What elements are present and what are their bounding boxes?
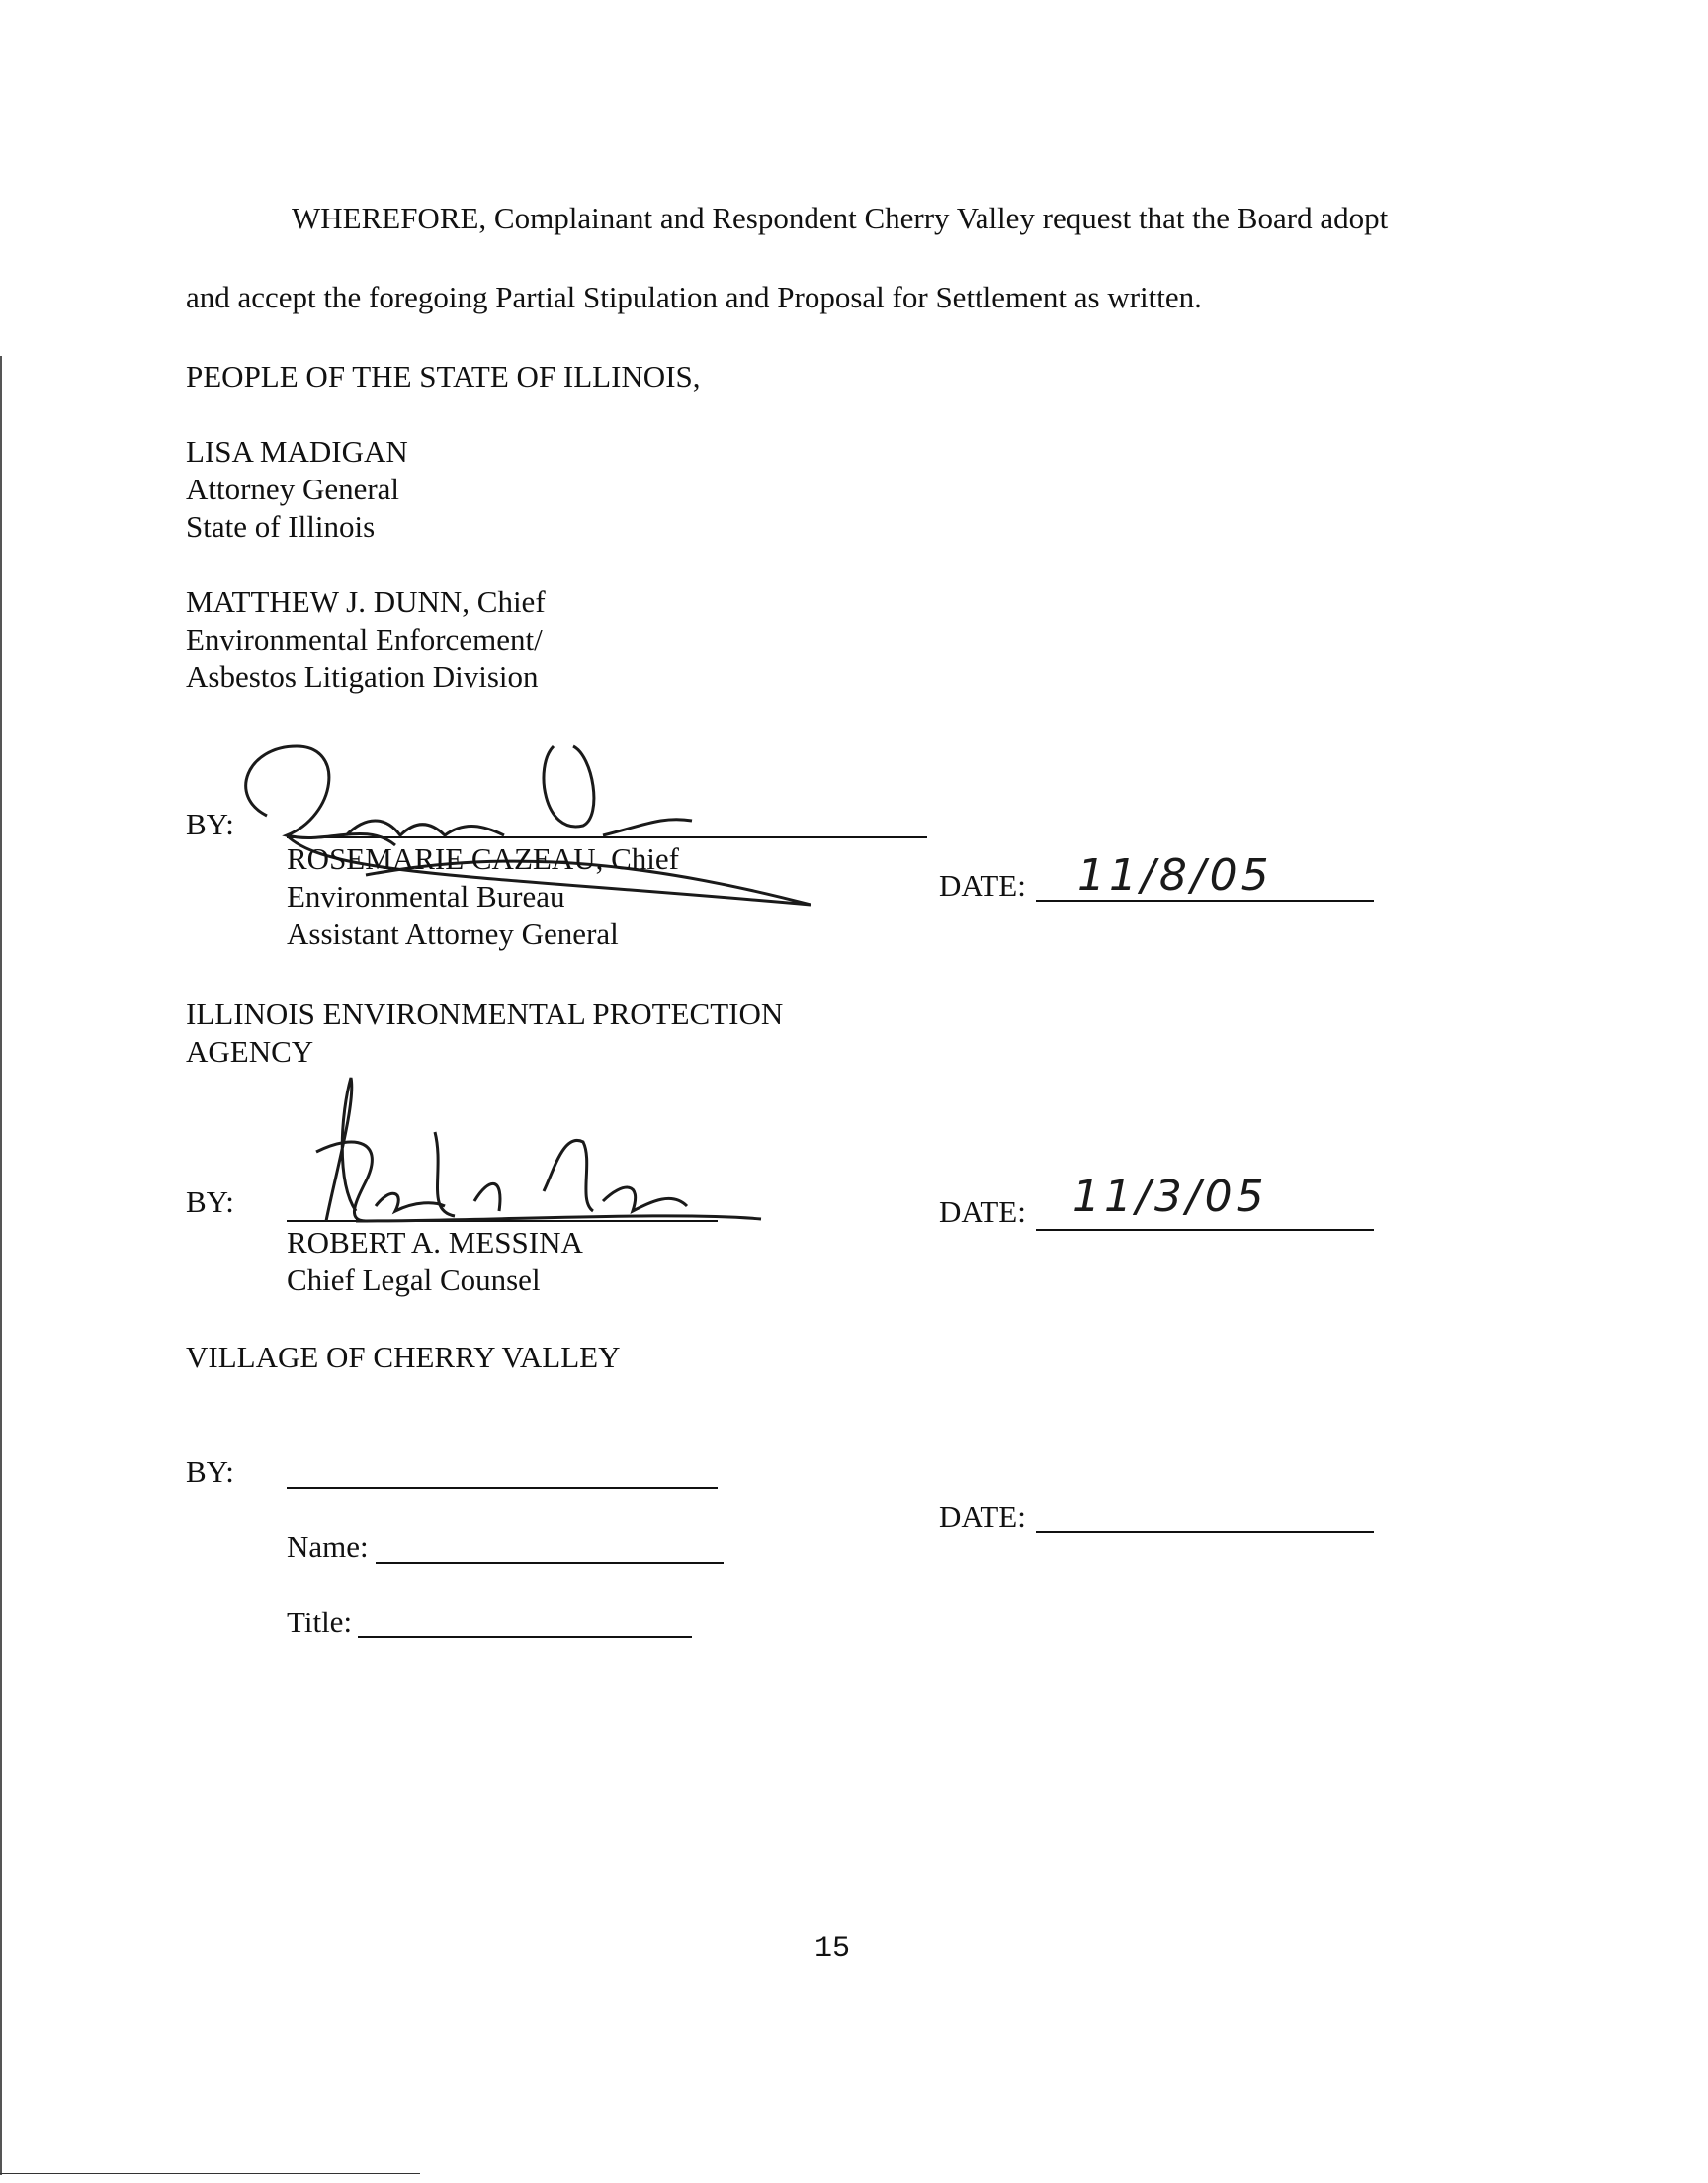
chief-division-line-2: Asbestos Litigation Division bbox=[186, 659, 539, 694]
date-label-village: DATE: bbox=[939, 1499, 1026, 1533]
village-heading: VILLAGE OF CHERRY VALLEY bbox=[186, 1340, 621, 1374]
attorney-general-block bbox=[186, 433, 408, 546]
date-label-iepa: DATE: bbox=[939, 1194, 1026, 1229]
people-heading: PEOPLE OF THE STATE OF ILLINOIS, bbox=[186, 359, 701, 393]
chief-division-line-1: Environmental Enforcement/ bbox=[186, 622, 543, 656]
signer-name-cazeau: ROSEMARIE CAZEAU, Chief bbox=[287, 841, 679, 876]
iepa-heading bbox=[186, 996, 783, 1071]
signer-title-messina: Chief Legal Counsel bbox=[287, 1263, 541, 1297]
date-value-iepa: 11/3/05 bbox=[1072, 1172, 1268, 1222]
by-label-iepa: BY: bbox=[186, 1184, 234, 1219]
ag-name: LISA MADIGAN bbox=[186, 434, 408, 469]
signer-name-messina: ROBERT A. MESSINA bbox=[287, 1225, 583, 1260]
date-line-village bbox=[1036, 1531, 1374, 1533]
signature-line-village bbox=[287, 1487, 718, 1489]
signer-title-cazeau: Assistant Attorney General bbox=[287, 917, 619, 951]
ag-state: State of Illinois bbox=[186, 509, 376, 544]
name-line-village bbox=[376, 1562, 724, 1564]
by-label-village: BY: bbox=[186, 1454, 234, 1489]
scan-edge-line bbox=[0, 356, 2, 2175]
date-label-people: DATE: bbox=[939, 868, 1026, 903]
scan-bottom-line bbox=[0, 2173, 420, 2174]
closing-paragraph-line-1: WHEREFORE, Complainant and Respondent Cherry Valley request that the Board adopt bbox=[292, 201, 1389, 235]
signer-block-people bbox=[287, 840, 679, 953]
title-label-village: Title: bbox=[287, 1605, 353, 1639]
division-chief-block bbox=[186, 583, 546, 696]
page-number: 15 bbox=[814, 1932, 851, 1965]
signer-bureau-cazeau: Environmental Bureau bbox=[287, 879, 565, 914]
by-label-people: BY: bbox=[186, 807, 234, 841]
ag-title: Attorney General bbox=[186, 472, 400, 506]
signer-block-iepa bbox=[287, 1224, 583, 1299]
iepa-heading-line-1: ILLINOIS ENVIRONMENTAL PROTECTION bbox=[186, 997, 784, 1031]
chief-name: MATTHEW J. DUNN, Chief bbox=[186, 584, 546, 619]
date-line-iepa bbox=[1036, 1229, 1374, 1231]
iepa-heading-line-2: AGENCY bbox=[186, 1034, 314, 1069]
closing-paragraph-line-2: and accept the foregoing Partial Stipulation and Proposal for Settlement as written. bbox=[186, 280, 1202, 314]
date-value-people: 11/8/05 bbox=[1077, 850, 1273, 901]
name-label-village: Name: bbox=[287, 1529, 369, 1564]
title-line-village bbox=[358, 1636, 692, 1638]
